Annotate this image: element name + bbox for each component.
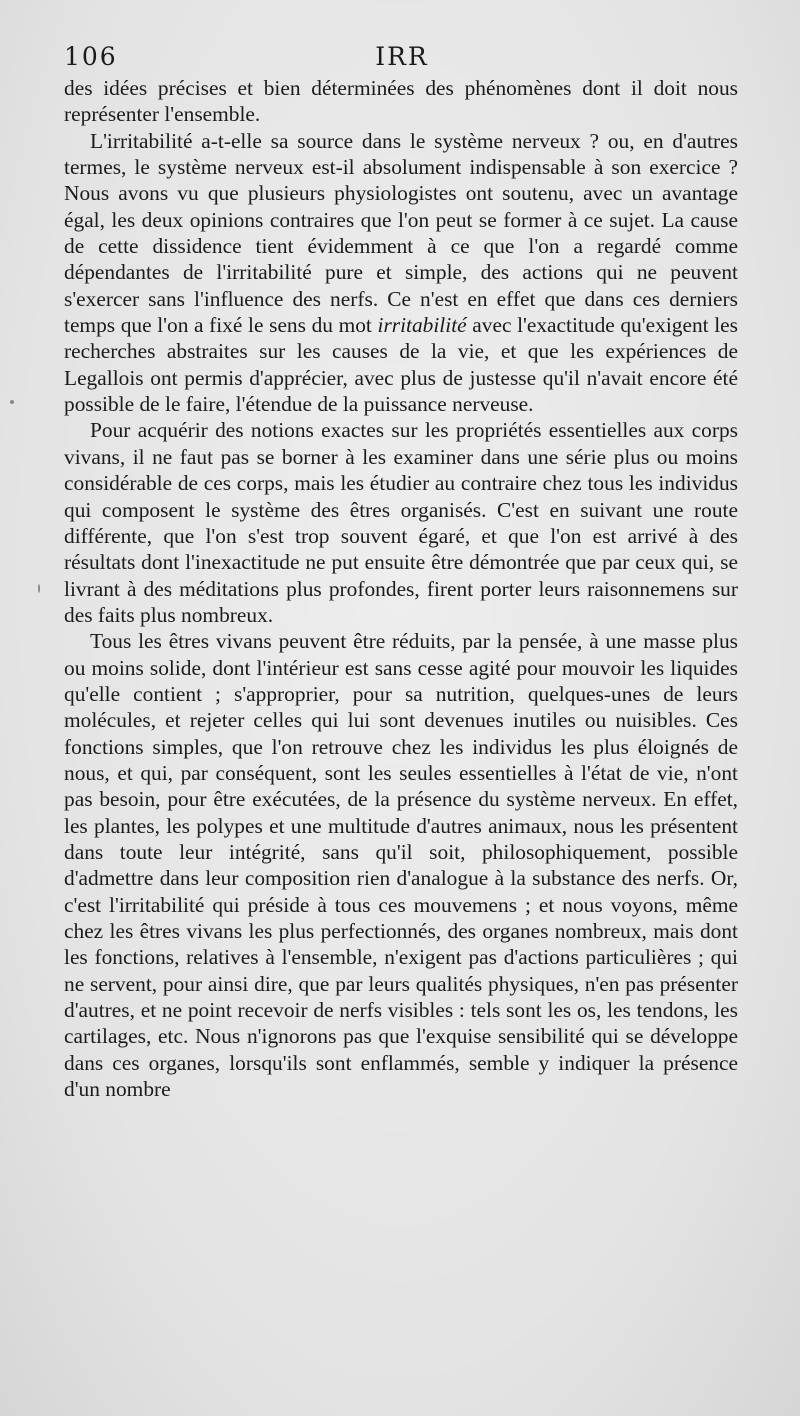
- running-head: [64, 42, 740, 74]
- body-text: [64, 75, 738, 1102]
- paragraph-text: Tous les êtres vivans peuvent être réduits, par la pensée, à une masse plus ou moins solide, dont l'intérieur est sans cesse agité pour mouvoir les liquides qu'elle contient ; s'approprier, pour sa nutrition, quelques-unes de leurs molécules, et rejeter celles qui lui sont devenues inutiles ou nuisibles. Ces fonctions simples, que l'on retrouve chez les individus les plus éloignés de nous, et qui, par conséquent, sont les seules essentielles à l'état de vie, n'ont pas besoin, pour être exécutées, de la présence du système nerveux. En effet, les plantes, les polypes et une multitude d'autres animaux, nous les présentent dans toute leur intégrité, sans qu'il soit, philosophiquement, possible d'admettre dans leur composition rien d'analogue à la substance des nerfs. Or, c'est l'irritabilité qui préside à tous ces mouvemens ; et nous voyons, même chez les êtres vivans les plus perfectionnés, des organes nombreux, mais dont les fonctions, relatives à l'ensemble, n'exigent pas d'actions particulières ; qui ne servent, pour ainsi dire, que par leurs qualités physiques, n'en pas présenter d'autres, et ne point recevoir de nerfs visibles : tels sont les os, les tendons, les cartilages, etc. Nous n'ignorons pas que l'exquise sensibilité qui se développe dans ces organes, lorsqu'ils sont enflammés, semble y indiquer la présence d'un nombre: [64, 629, 738, 1102]
- paragraph-3: [64, 417, 738, 628]
- paragraph-text: avec l'exactitude qu'exigent les recherches abstraites sur les causes de la vie, et que les expériences de Legallois ont permis d'apprécier, avec plus de justesse qu'il n'avait encore été possible de le faire, l'étendue de la puissance nerveuse.: [64, 313, 738, 417]
- paragraph-text: L'irritabilité a-t-elle sa source dans le système nerveux ? ou, en d'autres termes, le système nerveux est-il absolument indispensable à son exercice ? Nous avons vu que plusieurs physiologistes ont soutenu, avec un avantage égal, les deux opinions contraires que l'on peut se former à ce sujet. La cause de cette dissidence tient évidemment à ce que l'on a regardé comme dépendantes de l'irritabilité pure et simple, des actions qui ne peuvent s'exercer sans l'influence des nerfs. Ce n'est en effet que dans ces derniers temps que l'on a fixé le sens du mot: [64, 128, 738, 338]
- page-header-title: IRR: [375, 42, 429, 71]
- paragraph-text: des idées précises et bien déterminées des phénomènes dont il doit nous représenter l'ensemble.: [64, 76, 738, 127]
- paragraph-2: [64, 128, 738, 418]
- paper-speck: [10, 400, 14, 404]
- paper-speck: [38, 584, 40, 593]
- page-number: 106: [64, 42, 118, 71]
- paragraph-text: Pour acquérir des notions exactes sur les propriétés essentielles aux corps vivans, il ne faut pas se borner à les examiner dans une série plus ou moins considérable de ces corps, mais les étudier au contraire chez tous les individus qui composent le système des êtres organisés. C'est en suivant une route différente, que l'on s'est trop souvent égaré, et que l'on est arrivé à des résultats dont l'inexactitude ne put ensuite être démontrée que par ceux qui, se livrant à des méditations plus profondes, firent porter leurs raisonnemens sur des faits plus nombreux.: [64, 418, 738, 627]
- paragraph-4: [64, 628, 738, 1102]
- paragraph-1: [64, 75, 738, 128]
- italic-term: irritabilité: [377, 313, 467, 338]
